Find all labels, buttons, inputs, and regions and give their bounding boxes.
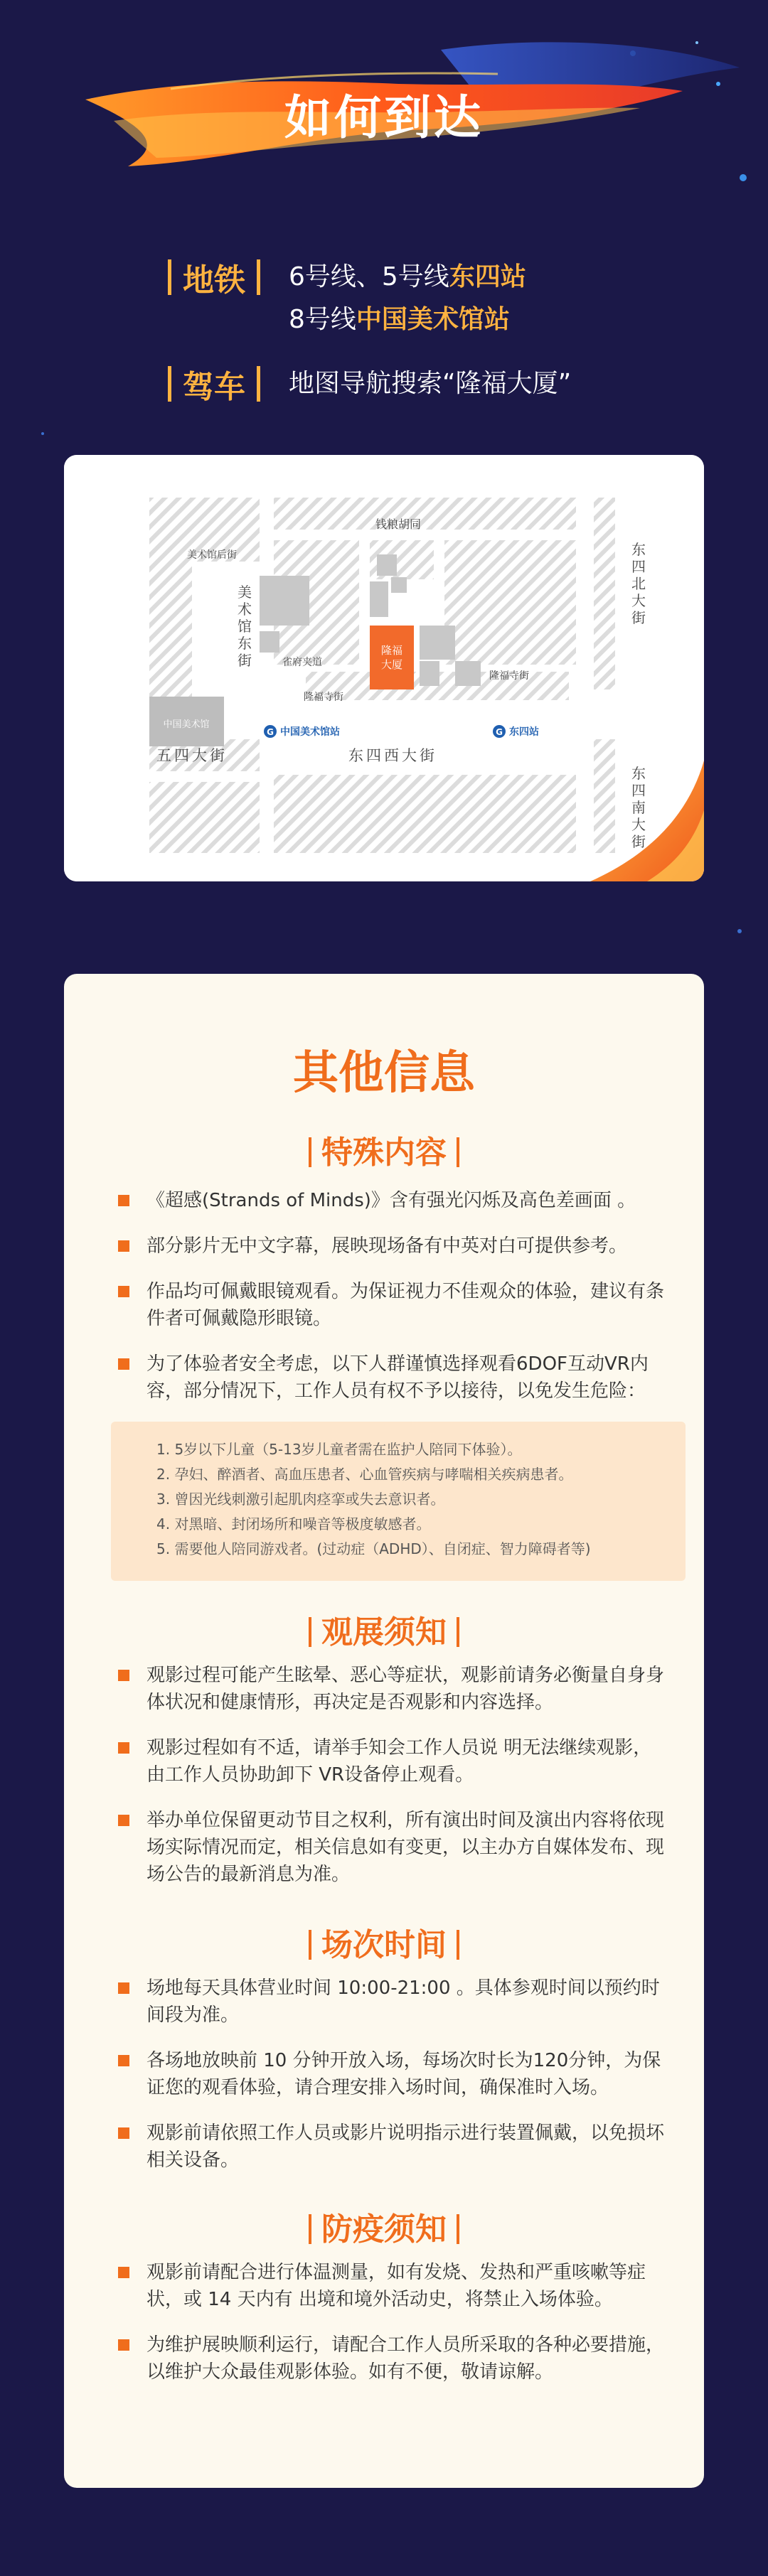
svg-text:北: 北	[631, 575, 646, 592]
drive-label: 驾车	[183, 369, 245, 405]
divider-bar	[309, 1930, 311, 1960]
item-text: 各场地放映前 10 分钟开放入场，每场次时长为120分钟，为保证您的观看体验，请合理安排入场时间，确保准时入场。	[146, 2050, 661, 2098]
longfu-building-highlight	[370, 626, 414, 689]
metro-station-name: 东四站	[449, 262, 526, 291]
svg-text:美: 美	[238, 584, 252, 601]
list-item	[118, 1278, 666, 1332]
map-label-zhongguo-meishuguan: 中国美术馆	[163, 719, 210, 730]
item-text: 作品均可佩戴眼镜观看。为保证视力不佳观众的体验，建议有条件者可佩戴隐形眼镜。	[146, 1281, 665, 1329]
svg-text:大: 大	[631, 816, 646, 833]
metro-station-name: 中国美术馆站	[356, 305, 510, 334]
section-title-schedule	[64, 1919, 704, 1965]
bullet-square	[118, 2127, 129, 2139]
svg-text:G: G	[496, 727, 503, 737]
warning-item: 4. 对黑暗、封闭场所和噪音等极度敏感者。	[156, 1515, 431, 1533]
divider-bar	[457, 1137, 459, 1167]
map-label-dongsi-xi: 东四西大街	[348, 747, 437, 764]
list-item	[118, 2331, 666, 2386]
metro-line-1	[289, 256, 526, 299]
svg-text:街: 街	[631, 833, 646, 850]
list-item	[118, 2259, 666, 2313]
divider-bar	[257, 366, 260, 402]
section-title-text: 防疫须知	[321, 2211, 447, 2248]
drive-line: 地图导航搜索“隆福大厦”	[289, 369, 572, 398]
item-text: 《超感(Strands of Minds)》含有强光闪烁及高色差画面 。	[146, 1190, 636, 1211]
special-items	[118, 1187, 666, 1423]
map-label-dongsi-nan	[631, 765, 646, 850]
epidemic-items	[118, 2259, 666, 2404]
map-label-longfu-dasha-2: 大厦	[380, 658, 403, 671]
map-label-wusi: 五四大街	[156, 747, 228, 764]
divider-bar	[457, 1930, 459, 1960]
schedule-items	[118, 1975, 666, 2192]
page-title: 如何到达	[284, 90, 484, 145]
list-item	[118, 2120, 666, 2174]
map-label-meishuguan-dong	[238, 584, 252, 669]
bullet-square	[118, 2267, 129, 2278]
station-label-dongsi: 东四站	[509, 726, 539, 738]
map-label-queshu: 雀府夹道	[282, 657, 322, 668]
svg-text:G: G	[267, 727, 274, 737]
bullet-square	[118, 2055, 129, 2066]
divider-bar	[309, 2214, 311, 2244]
list-item	[118, 1807, 666, 1888]
metro-label: 地铁	[183, 262, 245, 299]
section-title-text: 观展须知	[321, 1614, 447, 1651]
list-item	[118, 1351, 666, 1405]
metro-station-dongsi	[493, 725, 539, 738]
metro-info	[156, 256, 526, 341]
list-item	[118, 1734, 666, 1788]
map-label-longfu-dasha-1: 隆福	[380, 644, 403, 657]
metro-line-text: 6号线、5号线	[289, 262, 449, 291]
item-text: 观影前请依照工作人员或影片说明指示进行装置佩戴，以免损坏相关设备。	[146, 2122, 665, 2171]
list-item	[118, 1662, 666, 1716]
svg-text:馆: 馆	[238, 618, 252, 635]
item-text: 观影过程可能产生眩晕、恶心等症状，观影前请务必衡量自身身体状况和健康情形，再决定是否观影和内容选择。	[146, 1665, 665, 1713]
divider-bar	[309, 1137, 311, 1167]
station-label-meishuguan: 中国美术馆站	[280, 726, 340, 738]
item-text: 为了体验者安全考虑，以下人群谨慎选择观看6DOF互动VR内容，部分情况下，工作人员有权不予以接待，以免发生危险：	[146, 1353, 649, 1402]
svg-text:东: 东	[631, 541, 646, 558]
divider-bar	[168, 366, 171, 402]
section-title-text: 场次时间	[321, 1927, 447, 1963]
map-label-longfu-si-2: 隆福寺街	[489, 670, 529, 682]
svg-text:术: 术	[238, 601, 252, 618]
divider-bar	[309, 1617, 311, 1647]
svg-text:街: 街	[631, 609, 646, 626]
bullet-square	[118, 1286, 129, 1297]
bullet-square	[118, 1240, 129, 1252]
divider-bar	[168, 259, 171, 295]
bullet-square	[118, 1670, 129, 1681]
map-label-longfu-si: 隆福寺街	[304, 692, 343, 703]
svg-text:东: 东	[238, 635, 252, 652]
viewing-items	[118, 1662, 666, 1906]
section-title-epidemic	[64, 2204, 704, 2249]
list-item	[118, 1975, 666, 2029]
info-title: 其他信息	[293, 1047, 475, 1100]
svg-text:四: 四	[631, 558, 646, 575]
list-item	[118, 1233, 666, 1260]
bullet-square	[118, 1358, 129, 1370]
divider-bar	[457, 2214, 459, 2244]
map-label-qianliang: 钱粮胡同	[375, 517, 422, 531]
metro-line-2	[289, 299, 526, 341]
drive-label-group	[156, 363, 272, 405]
bullet-square	[118, 1815, 129, 1826]
item-text: 部分影片无中文字幕，展映现场备有中英对白可提供参考。	[146, 1235, 628, 1257]
divider-bar	[257, 259, 260, 295]
section-title-viewing	[64, 1606, 704, 1652]
svg-text:四: 四	[631, 782, 646, 799]
map-label-dongsi-bei	[631, 541, 646, 626]
header	[0, 0, 768, 185]
bullet-square	[118, 1195, 129, 1206]
warning-list-box	[111, 1422, 686, 1581]
svg-text:东: 东	[631, 765, 646, 782]
item-text: 举办单位保留更动节目之权利，所有演出时间及演出内容将依现场实际情况而定，相关信息如有变更，以主办方自媒体发布、现场公告的最新消息为准。	[146, 1810, 665, 1885]
other-info-card	[64, 974, 704, 2488]
item-text: 观影前请配合进行体温测量，如有发烧、发热和严重咳嗽等症状，或 14 天内有 出境和境外活动史，将禁止入场体验。	[146, 2262, 646, 2310]
bullet-square	[118, 1742, 129, 1754]
section-title-special	[64, 1127, 704, 1172]
map-label-meishuguanhou: 美术馆后街	[187, 549, 237, 561]
bullet-square	[118, 2339, 129, 2351]
svg-text:南: 南	[631, 799, 646, 816]
warning-item: 3. 曾因光线刺激引起肌肉痉挛或失去意识者。	[156, 1491, 445, 1508]
item-text: 为维护展映顺利运行，请配合工作人员所采取的各种必要措施，以维护大众最佳观影体验。如有不便，敬请谅解。	[146, 2334, 665, 2383]
svg-text:街: 街	[238, 652, 252, 669]
list-item	[118, 2047, 666, 2101]
warning-item: 1. 5岁以下儿童（5-13岁儿童者需在监护人陪同下体验）。	[156, 1441, 522, 1458]
metro-label-group	[156, 256, 272, 299]
drive-info	[156, 363, 571, 405]
divider-bar	[457, 1617, 459, 1647]
item-text: 场地每天具体营业时间 10:00-21:00 。具体参观时间以预约时间段为准。	[146, 1977, 660, 2026]
warning-item: 5. 需要他人陪同游戏者。(过动症（ADHD）、自闭症、智力障碍者等)	[156, 1540, 591, 1557]
metro-line-text: 8号线	[289, 305, 356, 334]
list-item	[118, 1187, 666, 1214]
bullet-square	[118, 1982, 129, 1994]
svg-text:大: 大	[631, 592, 646, 609]
location-map	[64, 455, 704, 881]
item-text: 观影过程如有不适，请举手知会工作人员说 明无法继续观影，由工作人员协助卸下 VR设备停止观看。	[146, 1737, 652, 1786]
warning-item: 2. 孕妇、醉酒者、高血压患者、心血管疾病与哮喘相关疾病患者。	[156, 1466, 573, 1483]
section-title-text: 特殊内容	[321, 1134, 447, 1171]
